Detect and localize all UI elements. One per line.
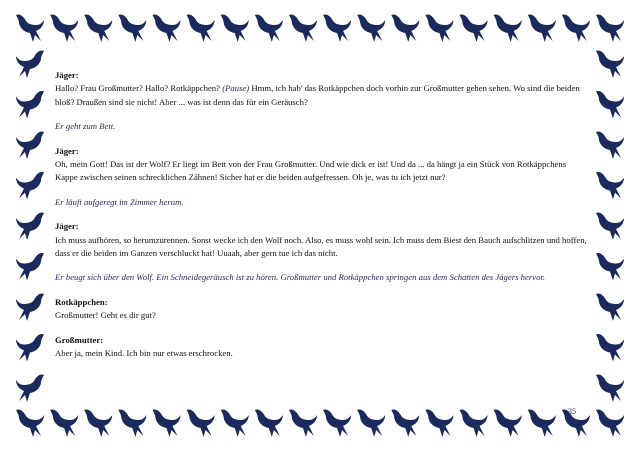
swallow-icon [187, 14, 215, 42]
swallow-icon [494, 14, 522, 42]
swallow-icon [50, 409, 78, 437]
swallow-icon [16, 253, 44, 281]
swallow-icon [391, 409, 419, 437]
dialogue-text: Oh, mein Gott! Das ist der Wolf? Er liegt im Bett von der Frau Großmutter. Und wie dick er ist! Und da ... da hängt ja ein Stück von Rotkäppchens Kappe zwischen seinen schrecklichen Zähnen! Sicher hat er die beiden aufgefressen. Oh je, was tu ich jetzt nur? [55, 159, 567, 183]
swallow-icon [357, 14, 385, 42]
swallow-icon [16, 212, 44, 240]
speaker-label: Jäger: [55, 70, 79, 80]
swallow-icon [596, 14, 624, 42]
swallow-icon [16, 409, 44, 437]
stage-direction-text: Er läuft aufgeregt im Zimmer herum. [55, 196, 184, 207]
dialogue-text-part: Hmm, ich hab' das Rotkäppchen doch vorhin zur Großmutter gehen sehen. Wo sind die beiden bloß? Draußen sind sie nicht! Aber ... was ist denn das für ein Geräusch? [55, 83, 580, 107]
swallow-icon [16, 334, 44, 362]
swallow-icon [16, 293, 44, 321]
swallow-icon [221, 409, 249, 437]
swallow-icon [16, 91, 44, 119]
swallow-icon [187, 409, 215, 437]
stage-direction-text: Er geht zum Bett. [55, 121, 116, 132]
stage-direction-3 [55, 271, 587, 284]
swallow-icon [50, 14, 78, 42]
swallow-icon [596, 91, 624, 119]
swallow-icon [118, 409, 146, 437]
speaker-label: Jäger: [55, 221, 79, 232]
swallow-icon [152, 409, 180, 437]
dialogue-text [55, 82, 587, 109]
swallow-icon [16, 14, 44, 42]
stage-direction-text: Er beugt sich über den Wolf. Ein Schneidegeräusch ist zu hören. Großmutter und Rotkäppchen springen aus dem Schatten des Jägers hervor. [55, 272, 546, 283]
swallow-icon [528, 409, 556, 437]
swallow-icon [562, 14, 590, 42]
page-number: 35 [568, 407, 576, 416]
swallow-icon [425, 14, 453, 42]
swallow-icon [221, 14, 249, 42]
swallow-icon [84, 14, 112, 42]
swallow-icon [596, 253, 624, 281]
swallow-icon [16, 374, 44, 402]
swallow-icon [596, 50, 624, 78]
swallow-icon [391, 14, 419, 42]
swallow-icon [152, 14, 180, 42]
swallow-icon [596, 409, 624, 437]
swallow-icon [357, 409, 385, 437]
dialogue-text: Ich muss aufhören, so herumzurennen. Sonst wecke ich den Wolf noch. Also, es muss wohl sein. Ich muss dem Biest den Bauch aufschlitzen und hoffen, dass er die beiden im Ganzen verschluckt hat! Uuaah, aber gern tue ich das nicht. [55, 234, 587, 259]
swallow-icon [596, 293, 624, 321]
stage-direction-1 [55, 120, 587, 133]
swallow-icon [494, 409, 522, 437]
swallow-icon [16, 131, 44, 159]
swallow-icon [596, 172, 624, 200]
swallow-icon [16, 172, 44, 200]
speaker-label: Großmutter: [55, 334, 104, 345]
dialogue-text-part: Hallo? Frau Großmutter? Hallo? Rotkäppchen? [55, 83, 221, 94]
play-script [55, 69, 587, 361]
swallow-icon [596, 334, 624, 362]
swallow-icon [596, 131, 624, 159]
dialogue-block-little-red [55, 296, 587, 323]
dialogue-block-hunter-2 [55, 145, 587, 185]
dialogue-text: Aber ja, mein Kind. Ich bin nur etwas erschrocken. [55, 348, 233, 359]
swallow-icon [596, 374, 624, 402]
swallow-icon [460, 14, 488, 42]
speaker-label: Rotkäppchen: [55, 296, 108, 307]
dialogue-text: Großmutter! Geht es dir gut? [55, 310, 156, 321]
dialogue-block-hunter-3 [55, 220, 587, 260]
swallow-icon [255, 14, 283, 42]
swallow-icon [118, 14, 146, 42]
dialogue-block-hunter-1 [55, 69, 587, 109]
swallow-icon [16, 50, 44, 78]
swallow-icon [460, 409, 488, 437]
stage-direction-2 [55, 196, 587, 209]
inline-stage-direction: (Pause) [222, 83, 250, 94]
swallow-icon [289, 14, 317, 42]
swallow-icon [596, 212, 624, 240]
swallow-icon [323, 409, 351, 437]
swallow-icon [425, 409, 453, 437]
swallow-icon [323, 14, 351, 42]
swallow-icon [289, 409, 317, 437]
swallow-icon [84, 409, 112, 437]
speaker-label: Jäger: [55, 145, 79, 156]
swallow-icon [528, 14, 556, 42]
swallow-icon [255, 409, 283, 437]
dialogue-block-grandmother [55, 334, 587, 361]
